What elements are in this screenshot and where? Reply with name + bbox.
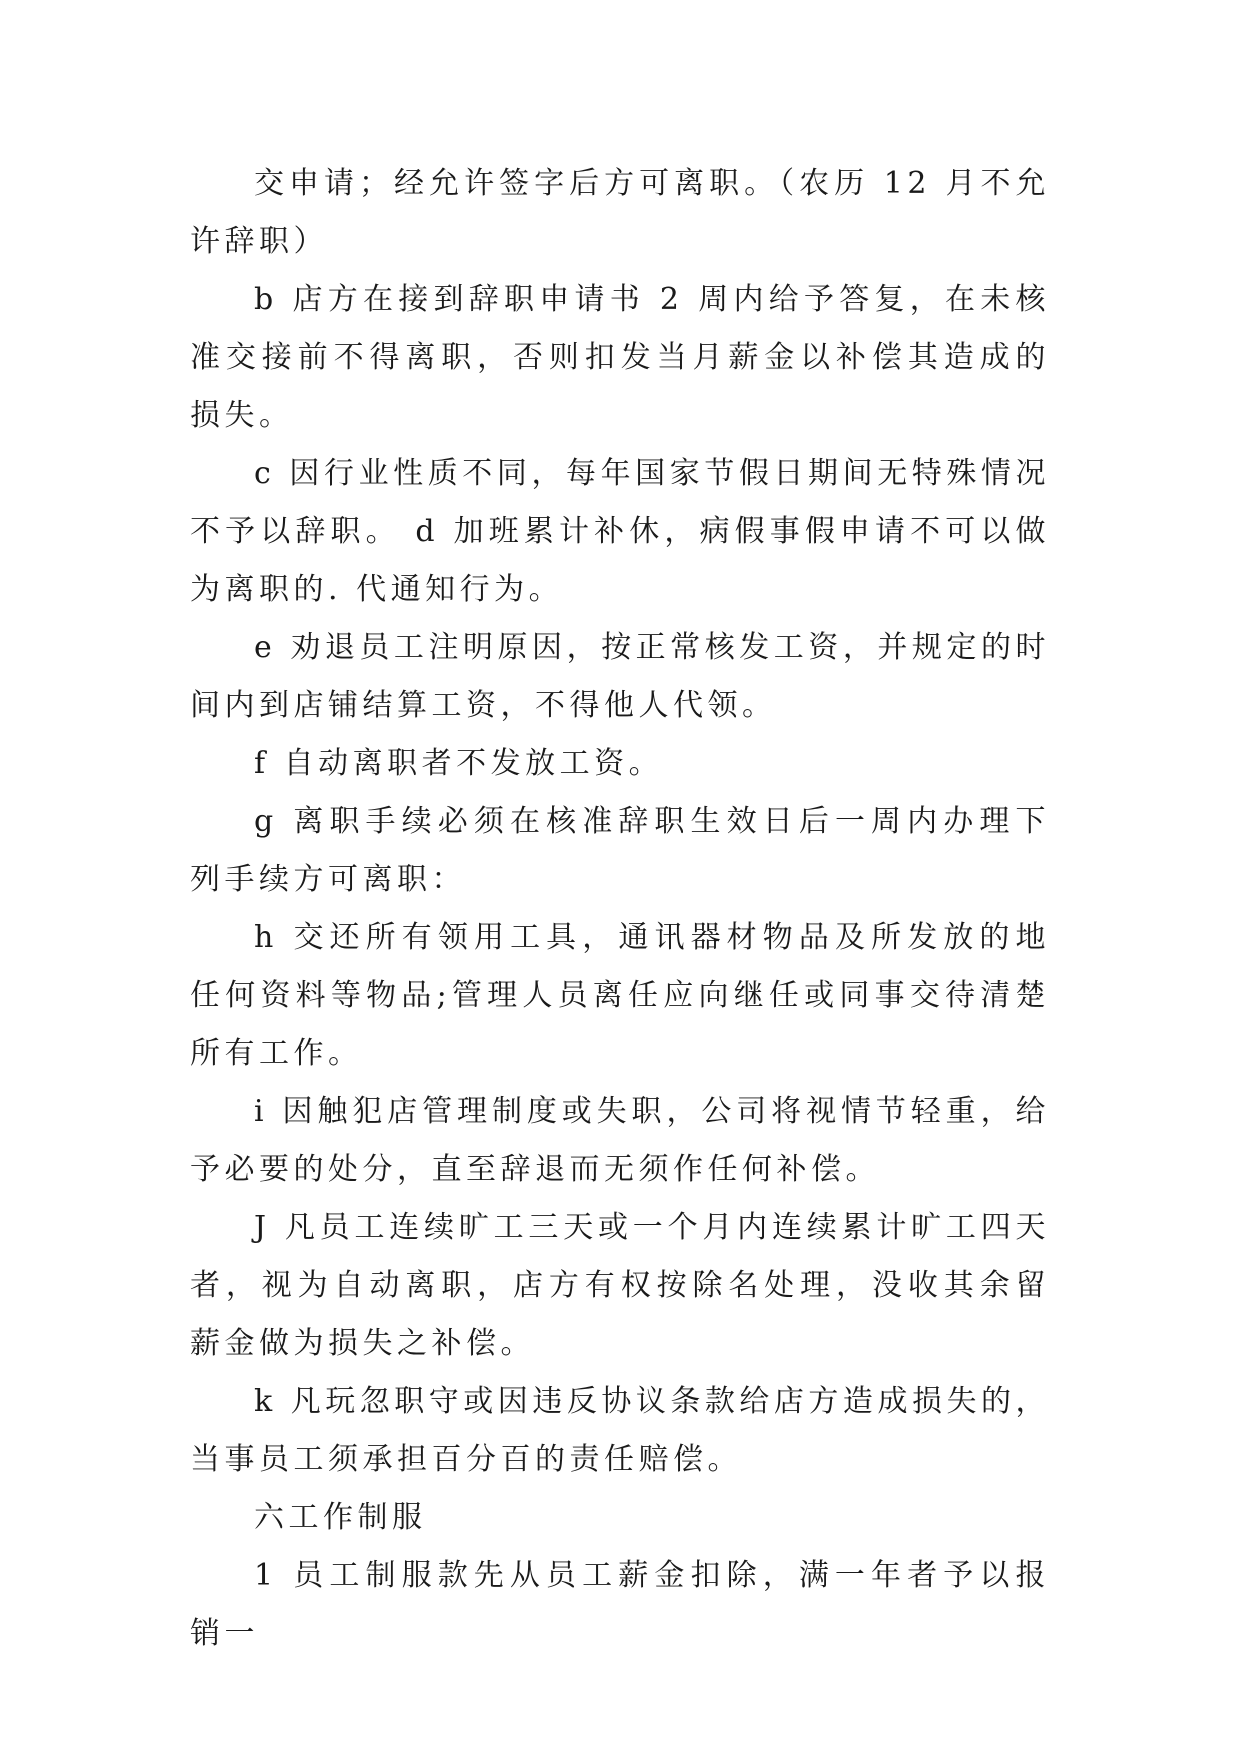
paragraph-uniform-1: 1 员工制服款先从员工薪金扣除，满一年者予以报销一 [190,1558,1050,1651]
paragraph-item-e: e 劝退员工注明原因，按正常核发工资，并规定的时间内到店铺结算工资，不得他人代领。 [190,630,1050,723]
paragraph-item-h: h 交还所有领用工具，通讯器材物品及所发放的地任何资料等物品;管理人员离任应向继任或同事交待清楚所有工作。 [190,920,1050,1071]
paragraph-item-k: k 凡玩忽职守或因违反协议条款给店方造成损失的，当事员工须承担百分百的责任赔偿。 [190,1384,1050,1477]
paragraph-item-j: J 凡员工连续旷工三天或一个月内连续累计旷工四天者，视为自动离职，店方有权按除名处理，没收其余留薪金做为损失之补偿。 [190,1210,1050,1361]
section-heading-uniform: 六工作制服 [254,1500,427,1535]
paragraph-resignation-application: 交申请；经允许签字后方可离职。（农历 12 月不允许辞职） [190,166,1050,259]
paragraph-item-c-d: c 因行业性质不同，每年国家节假日期间无特殊情况不予以辞职。 d 加班累计补休，病假事假申请不可以做为离职的. 代通知行为。 [190,456,1050,607]
paragraph-item-b: b 店方在接到辞职申请书 2 周内给予答复，在未核准交接前不得离职，否则扣发当月薪金以补偿其造成的损失。 [190,282,1050,433]
document-body [190,155,1050,1663]
paragraph-item-i: i 因触犯店管理制度或失职，公司将视情节轻重，给予必要的处分，直至辞退而无须作任何补偿。 [190,1094,1050,1187]
paragraph-item-f: f 自动离职者不发放工资。 [254,746,664,781]
paragraph-item-g: g 离职手续必须在核准辞职生效日后一周内办理下列手续方可离职： [190,804,1050,897]
